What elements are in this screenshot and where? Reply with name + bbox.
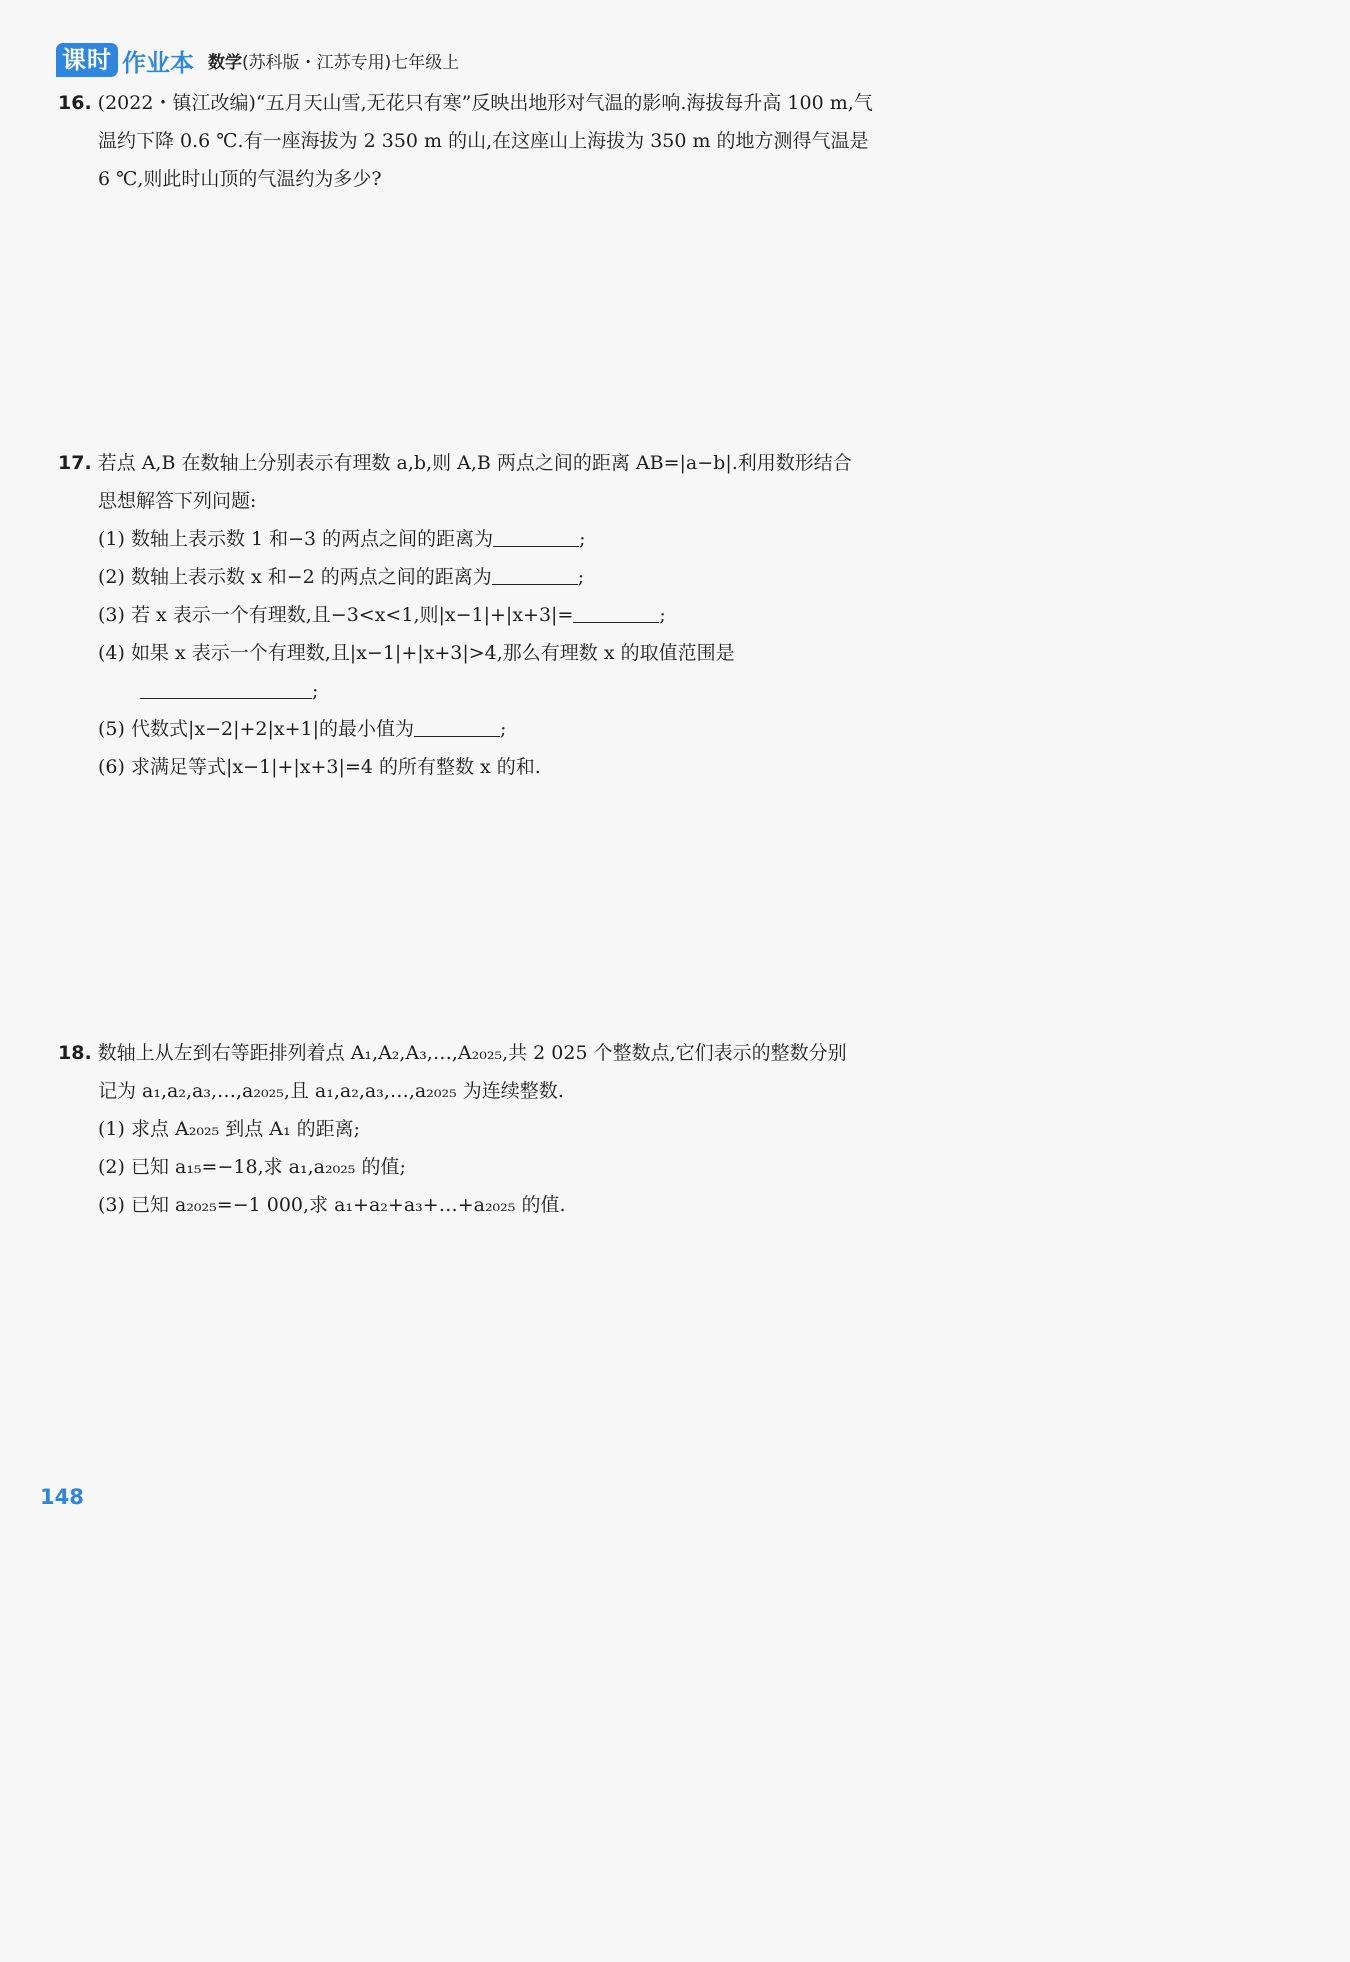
question-number: 18.	[58, 1042, 92, 1064]
sub-question-2	[58, 558, 1018, 596]
question-18	[58, 1034, 1018, 1224]
sub-question-4-blank-row	[58, 672, 1018, 710]
answer-blank[interactable]	[573, 598, 659, 623]
question-number: 17.	[58, 452, 92, 474]
sub-question-6: (6) 求满足等式|x−1|+|x+3|=4 的所有整数 x 的和.	[98, 756, 541, 778]
sub-question-2: (2) 已知 a₁₅=−18,求 a₁,a₂₀₂₅ 的值;	[98, 1156, 406, 1178]
question-16	[58, 84, 1018, 198]
page-header	[56, 42, 459, 78]
answer-blank[interactable]	[492, 560, 578, 585]
brand-logo-suffix: 作业本	[122, 48, 194, 77]
edition-label: (苏科版・江苏专用)七年级上	[242, 52, 460, 73]
brand-logo: 课时	[56, 43, 118, 77]
sub-question-1	[58, 520, 1018, 558]
sub-question-3	[58, 596, 1018, 634]
sub-question-1: (1) 求点 A₂₀₂₅ 到点 A₁ 的距离;	[98, 1118, 361, 1140]
sub-question-text: (3) 若 x 表示一个有理数,且−3<x<1,则|x−1|+|x+3|=	[98, 604, 574, 626]
punctuation: ;	[579, 528, 586, 550]
answer-blank[interactable]	[493, 522, 579, 547]
sub-question-3: (3) 已知 a₂₀₂₅=−1 000,求 a₁+a₂+a₃+…+a₂₀₂₅ 的值.	[98, 1194, 566, 1216]
page-number: 148	[40, 1485, 84, 1509]
sub-question-5	[58, 710, 1018, 748]
question-17	[58, 444, 1018, 786]
question-text: 思想解答下列问题:	[98, 490, 257, 512]
question-text: 数轴上从左到右等距排列着点 A₁,A₂,A₃,…,A₂₀₂₅,共 2 025 个整数点,它们表示的整数分别	[97, 1042, 847, 1064]
sub-question-text: (5) 代数式|x−2|+2|x+1|的最小值为	[98, 718, 415, 740]
answer-blank[interactable]	[414, 712, 500, 737]
question-number: 16.	[58, 92, 92, 114]
sub-question-4: (4) 如果 x 表示一个有理数,且|x−1|+|x+3|>4,那么有理数 x 的取值范围是	[98, 642, 735, 664]
answer-blank[interactable]	[140, 674, 312, 699]
question-text: 温约下降 0.6 ℃.有一座海拔为 2 350 m 的山,在这座山上海拔为 350 m 的地方测得气温是	[98, 130, 869, 152]
punctuation: ;	[312, 680, 319, 702]
punctuation: ;	[577, 566, 585, 588]
book-subtitle	[208, 48, 459, 73]
question-text: 若点 A,B 在数轴上分别表示有理数 a,b,则 A,B 两点之间的距离 AB=|a−b|.利用数形结合	[97, 452, 852, 474]
subject-label: 数学	[208, 52, 242, 73]
question-text: 6 ℃,则此时山顶的气温约为多少?	[98, 168, 382, 190]
sub-question-text: (1) 数轴上表示数 1 和−3 的两点之间的距离为	[98, 528, 494, 550]
punctuation: ;	[659, 604, 666, 626]
question-text: (2022・镇江改编)“五月天山雪,无花只有寒”反映出地形对气温的影响.海拔每升高 100 m,气	[97, 92, 873, 114]
question-text: 记为 a₁,a₂,a₃,…,a₂₀₂₅,且 a₁,a₂,a₃,…,a₂₀₂₅ 为连续整数.	[98, 1080, 564, 1102]
punctuation: ;	[500, 718, 507, 740]
sub-question-text: (2) 数轴上表示数 x 和−2 的两点之间的距离为	[98, 566, 492, 588]
